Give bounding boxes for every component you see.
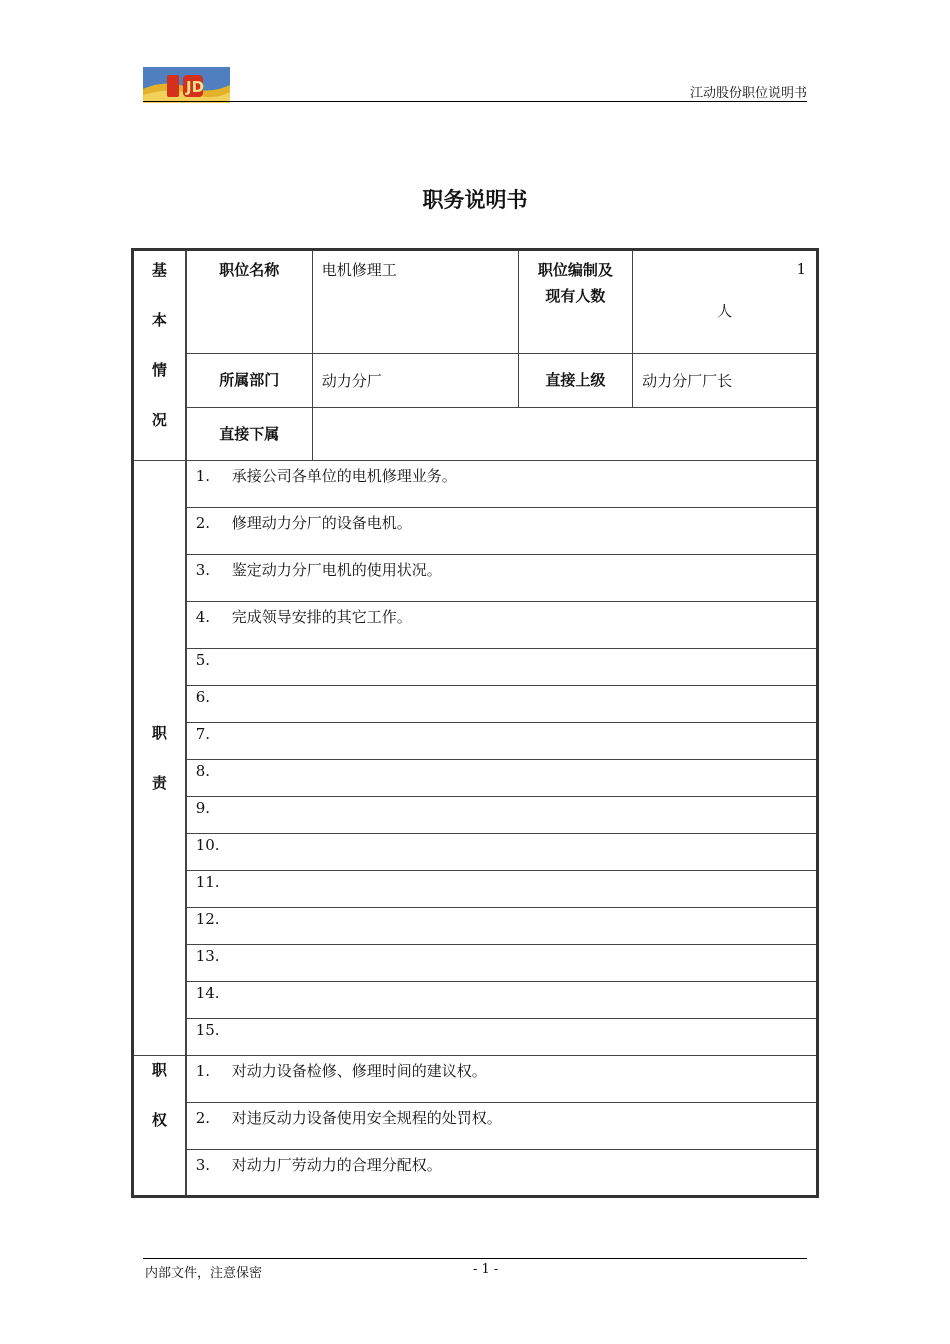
basic-row-subordinate: [133, 407, 818, 460]
duty-row: [133, 686, 818, 723]
authority-row: [133, 1103, 818, 1150]
duty-item: 4. 完成领导安排的其它工作。: [186, 602, 818, 649]
document-title: 职务说明书: [422, 188, 528, 212]
subordinate-label: 直接下属: [186, 407, 313, 460]
duty-row: [133, 760, 818, 797]
company-logo: [143, 67, 230, 103]
duty-item: 12.: [186, 908, 818, 945]
page-number: - 1 -: [473, 1262, 499, 1277]
duty-item: 10.: [186, 834, 818, 871]
authority-row: [133, 1150, 818, 1197]
headcount-value: [633, 250, 818, 354]
duty-item: 2. 修理动力分厂的设备电机。: [186, 508, 818, 555]
footer-divider: [143, 1258, 807, 1259]
duty-row: [133, 1019, 818, 1056]
supervisor-value: 动力分厂厂长: [633, 353, 818, 407]
duty-row: [133, 871, 818, 908]
department-value: 动力分厂: [312, 353, 518, 407]
duty-row: [133, 797, 818, 834]
logo-lettering: JD: [186, 78, 205, 96]
footer-confidential: 内部文件，注意保密: [145, 1266, 263, 1281]
subordinate-value: [312, 407, 817, 460]
section-label-duties: 职 责: [133, 461, 186, 1056]
duty-row: [133, 908, 818, 945]
authority-item: 2. 对违反动力设备使用安全规程的处罚权。: [186, 1103, 818, 1150]
authority-item: 1. 对动力设备检修、修理时间的建议权。: [186, 1056, 818, 1103]
job-description-table: [131, 248, 819, 1198]
duty-row: [133, 982, 818, 1019]
duty-row: [133, 461, 818, 508]
headcount-number: 1: [796, 260, 806, 278]
position-name-label: 职位名称: [186, 250, 313, 354]
header-divider: [143, 101, 807, 102]
duty-item: 6.: [186, 686, 818, 723]
duty-row: [133, 723, 818, 760]
basic-row-position: [133, 250, 818, 354]
basic-row-department: [133, 353, 818, 407]
section-label-basic: 基 本 情 况: [133, 250, 186, 461]
authority-item: 3. 对动力厂劳动力的合理分配权。: [186, 1150, 818, 1197]
duty-item: 13.: [186, 945, 818, 982]
header-company-title: 江动股份职位说明书: [689, 86, 807, 101]
duty-item: 5.: [186, 649, 818, 686]
department-label: 所属部门: [186, 353, 313, 407]
duty-row: [133, 555, 818, 602]
duty-item: 8.: [186, 760, 818, 797]
duty-item: 3. 鉴定动力分厂电机的使用状况。: [186, 555, 818, 602]
headcount-unit: 人: [717, 302, 733, 320]
duty-item: 15.: [186, 1019, 818, 1056]
duty-item: 9.: [186, 797, 818, 834]
duty-item: 1. 承接公司各单位的电机修理业务。: [186, 461, 818, 508]
position-name-value: 电机修理工: [312, 250, 518, 354]
duty-row: [133, 945, 818, 982]
duty-row: [133, 508, 818, 555]
headcount-label: 职位编制及 现有人数: [518, 250, 633, 354]
duty-row: [133, 649, 818, 686]
duty-item: 11.: [186, 871, 818, 908]
duty-item: 14.: [186, 982, 818, 1019]
authority-row: [133, 1056, 818, 1103]
supervisor-label: 直接上级: [518, 353, 633, 407]
duty-item: 7.: [186, 723, 818, 760]
duty-row: [133, 834, 818, 871]
section-label-authority: 职 权: [133, 1056, 186, 1197]
duty-row: [133, 602, 818, 649]
